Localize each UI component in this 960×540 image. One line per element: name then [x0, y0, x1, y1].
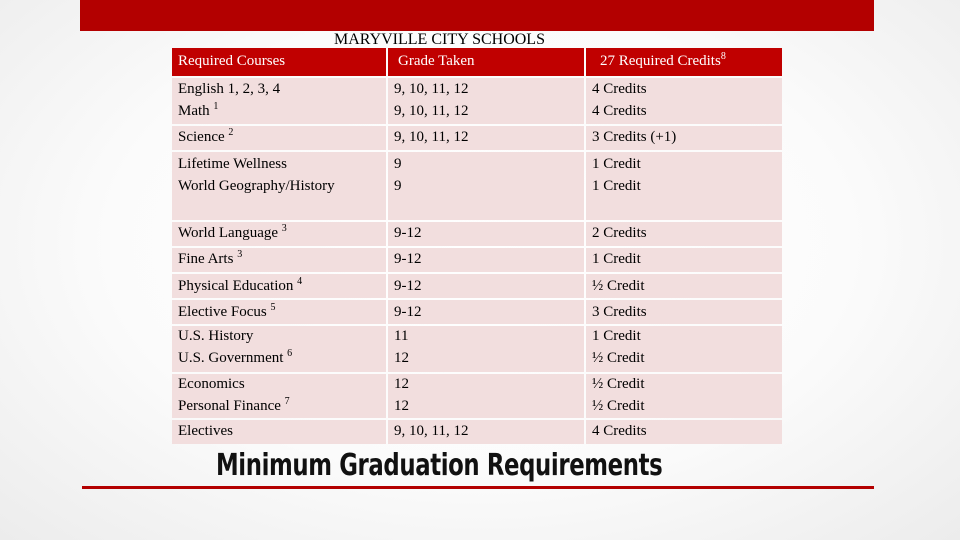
course-name [178, 374, 245, 394]
course-label: World Language [178, 225, 279, 241]
course-name [178, 223, 287, 243]
footnote-marker: 1 [213, 101, 219, 112]
table-cell [586, 374, 782, 418]
column-header-credits [600, 51, 726, 71]
credit-value: ½ Credit [592, 376, 645, 392]
grade-taken: 9-12 [394, 278, 422, 294]
grade-taken: 9 [394, 178, 402, 194]
table-cell [172, 222, 386, 246]
course-name [178, 101, 218, 121]
course-label: Lifetime Wellness [178, 156, 287, 172]
table-cell [172, 420, 386, 444]
credit-value: 1 Credit [592, 251, 641, 267]
credit-value: ½ Credit [592, 350, 645, 366]
grade-taken: 11 [394, 328, 409, 344]
grade-taken: 12 [394, 398, 409, 414]
credit-value: 1 Credit [592, 328, 641, 344]
course-name [178, 154, 287, 174]
table-cell [388, 274, 584, 298]
course-label: Elective Focus [178, 304, 267, 320]
course-label: U.S. Government [178, 350, 284, 366]
grade-taken: 12 [394, 376, 409, 392]
course-label: Science [178, 129, 225, 145]
course-name [178, 79, 280, 99]
grade-taken: 9-12 [394, 225, 422, 241]
table-cell [172, 152, 386, 220]
table-cell [172, 126, 386, 150]
course-name [178, 249, 242, 269]
credit-value: 3 Credits (+1) [592, 129, 677, 145]
grade-taken: 9, 10, 11, 12 [394, 423, 469, 439]
course-name [178, 396, 290, 416]
credit-value: 4 Credits [592, 103, 647, 119]
credit-value: 4 Credits [592, 81, 647, 97]
footnote-marker: 3 [281, 223, 287, 234]
course-label: English 1, 2, 3, 4 [178, 81, 281, 97]
credit-value: 1 Credit [592, 178, 641, 194]
table-cell [388, 420, 584, 444]
course-label: Physical Education [178, 278, 294, 294]
column-header: Required Courses [178, 53, 286, 69]
footnote-marker: 4 [297, 276, 303, 287]
course-name [178, 326, 253, 346]
grade-taken: 9 [394, 156, 402, 172]
table-cell [388, 374, 584, 418]
credit-value: ½ Credit [592, 398, 645, 414]
grade-taken: 9, 10, 11, 12 [394, 103, 469, 119]
course-label: Personal Finance [178, 398, 281, 414]
table-cell [172, 274, 386, 298]
header-cell [586, 48, 782, 76]
table-cell [172, 326, 386, 372]
course-label: World Geography/History [178, 178, 335, 194]
course-label: Electives [178, 423, 233, 439]
table-cell [586, 326, 782, 372]
table-cell [586, 248, 782, 272]
credit-value: 2 Credits [592, 225, 647, 241]
footnote-marker: 3 [237, 249, 243, 260]
table-cell [388, 152, 584, 220]
credit-value: ½ Credit [592, 278, 645, 294]
table-cell [172, 300, 386, 324]
table-cell [586, 420, 782, 444]
course-label: U.S. History [178, 328, 254, 344]
grade-taken: 12 [394, 350, 409, 366]
footnote-marker: 6 [287, 348, 293, 359]
grade-taken: 9, 10, 11, 12 [394, 129, 469, 145]
grade-taken: 9, 10, 11, 12 [394, 81, 469, 97]
header-cell [388, 48, 584, 76]
table-cell [586, 126, 782, 150]
course-name [178, 348, 292, 368]
table-cell [586, 152, 782, 220]
table-cell [172, 78, 386, 124]
table-cell [388, 78, 584, 124]
column-header: Grade Taken [398, 53, 475, 69]
footer-divider [82, 486, 874, 489]
table-cell [388, 300, 584, 324]
table-cell [586, 222, 782, 246]
course-label: Economics [178, 376, 245, 392]
footnote-marker: 7 [284, 396, 290, 407]
table-cell [388, 222, 584, 246]
course-name [178, 176, 335, 196]
grade-taken: 9-12 [394, 251, 422, 267]
credit-value: 4 Credits [592, 423, 647, 439]
table-cell [388, 126, 584, 150]
course-name [178, 302, 275, 322]
course-name [178, 276, 302, 296]
course-label: Math [178, 103, 210, 119]
table-cell [388, 248, 584, 272]
credit-value: 1 Credit [592, 156, 641, 172]
table-cell [586, 78, 782, 124]
course-label: Fine Arts [178, 251, 234, 267]
footnote-marker: 8 [720, 51, 726, 62]
table-cell [172, 248, 386, 272]
footnote-marker: 5 [270, 302, 276, 313]
header-cell [172, 48, 386, 76]
requirements-table [172, 48, 782, 444]
table-cell [586, 274, 782, 298]
course-name [178, 127, 233, 147]
credit-value: 3 Credits [592, 304, 647, 320]
course-name [178, 421, 233, 441]
grade-taken: 9-12 [394, 304, 422, 320]
table-cell [172, 374, 386, 418]
footnote-marker: 2 [228, 127, 234, 138]
table-cell [388, 326, 584, 372]
slide-title: Minimum Graduation Requirements [216, 448, 663, 483]
column-header-label: 27 Required Credits [600, 53, 721, 69]
school-name: MARYVILLE CITY SCHOOLS [334, 31, 545, 48]
table-cell [586, 300, 782, 324]
top-accent-bar [80, 0, 874, 31]
